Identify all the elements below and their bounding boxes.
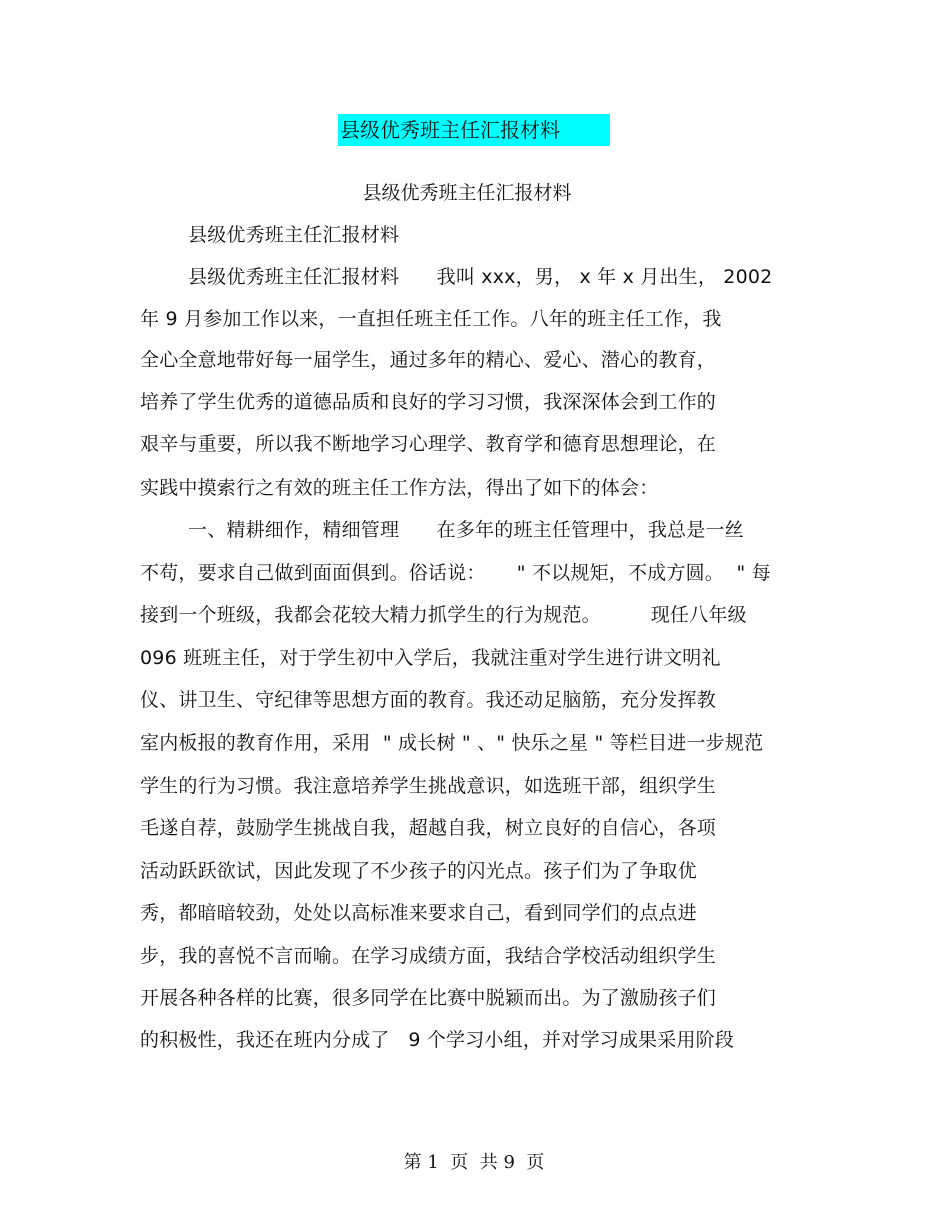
body-line: 步，我的喜悦不言而喻。在学习成绩方面，我结合学校活动组织学生: [140, 945, 717, 967]
document-title: 县级优秀班主任汇报材料: [362, 182, 572, 204]
body-line: 096 班班主任，对于学生初中入学后，我就注重对学生进行讲文明礼: [140, 647, 721, 669]
body-line: 秀，都暗暗较劲，处处以高标准来要求自己，看到同学们的点点进: [140, 902, 697, 924]
body-line: 不苟，要求自己做到面面俱到。俗话说： " 不以规矩，不成方圆。 " 每: [140, 562, 771, 584]
body-line: 县级优秀班主任汇报材料: [188, 224, 400, 246]
body-line: 培养了学生优秀的道德品质和良好的学习习惯，我深深体会到工作的: [140, 391, 717, 413]
body-line: 一、精耕细作，精细管理 在多年的班主任管理中，我总是一丝: [188, 519, 744, 541]
body-line: 学生的行为习惯。我注意培养学生挑战意识，如选班干部，组织学生: [140, 775, 717, 797]
body-line: 艰辛与重要，所以我不断地学习心理学、教育学和德育思想理论，在: [140, 433, 717, 455]
body-line: 年 9 月参加工作以来，一直担任班主任工作。八年的班主任工作，我: [140, 308, 722, 330]
body-line: 接到一个班级，我都会花较大精力抓学生的行为规范。 现任八年级: [140, 604, 747, 626]
body-line: 县级优秀班主任汇报材料 我叫 xxx，男， x 年 x 月出生， 2002: [188, 266, 773, 288]
body-line: 的积极性，我还在班内分成了 9 个学习小组，并对学习成果采用阶段: [140, 1029, 735, 1051]
body-line: 全心全意地带好每一届学生，通过多年的精心、爱心、潜心的教育，: [140, 349, 717, 371]
page-number-footer: 第 1 页 共 9 页: [403, 1152, 545, 1173]
body-line: 开展各种各样的比赛，很多同学在比赛中脱颖而出。为了激励孩子们: [140, 987, 717, 1009]
highlighted-header-title: 县级优秀班主任汇报材料: [338, 114, 610, 146]
body-line: 活动跃跃欲试，因此发现了不少孩子的闪光点。孩子们为了争取优: [140, 860, 697, 882]
body-line: 毛遂自荐，鼓励学生挑战自我，超越自我，树立良好的自信心，各项: [140, 817, 717, 839]
body-line: 实践中摸索行之有效的班主任工作方法，得出了如下的体会：: [140, 477, 659, 499]
body-line: 室内板报的教育作用，采用 " 成长树 " 、" 快乐之星 " 等栏目进一步规范: [140, 732, 764, 754]
body-line: 仪、讲卫生、守纪律等思想方面的教育。我还动足脑筋，充分发挥教: [140, 689, 717, 711]
